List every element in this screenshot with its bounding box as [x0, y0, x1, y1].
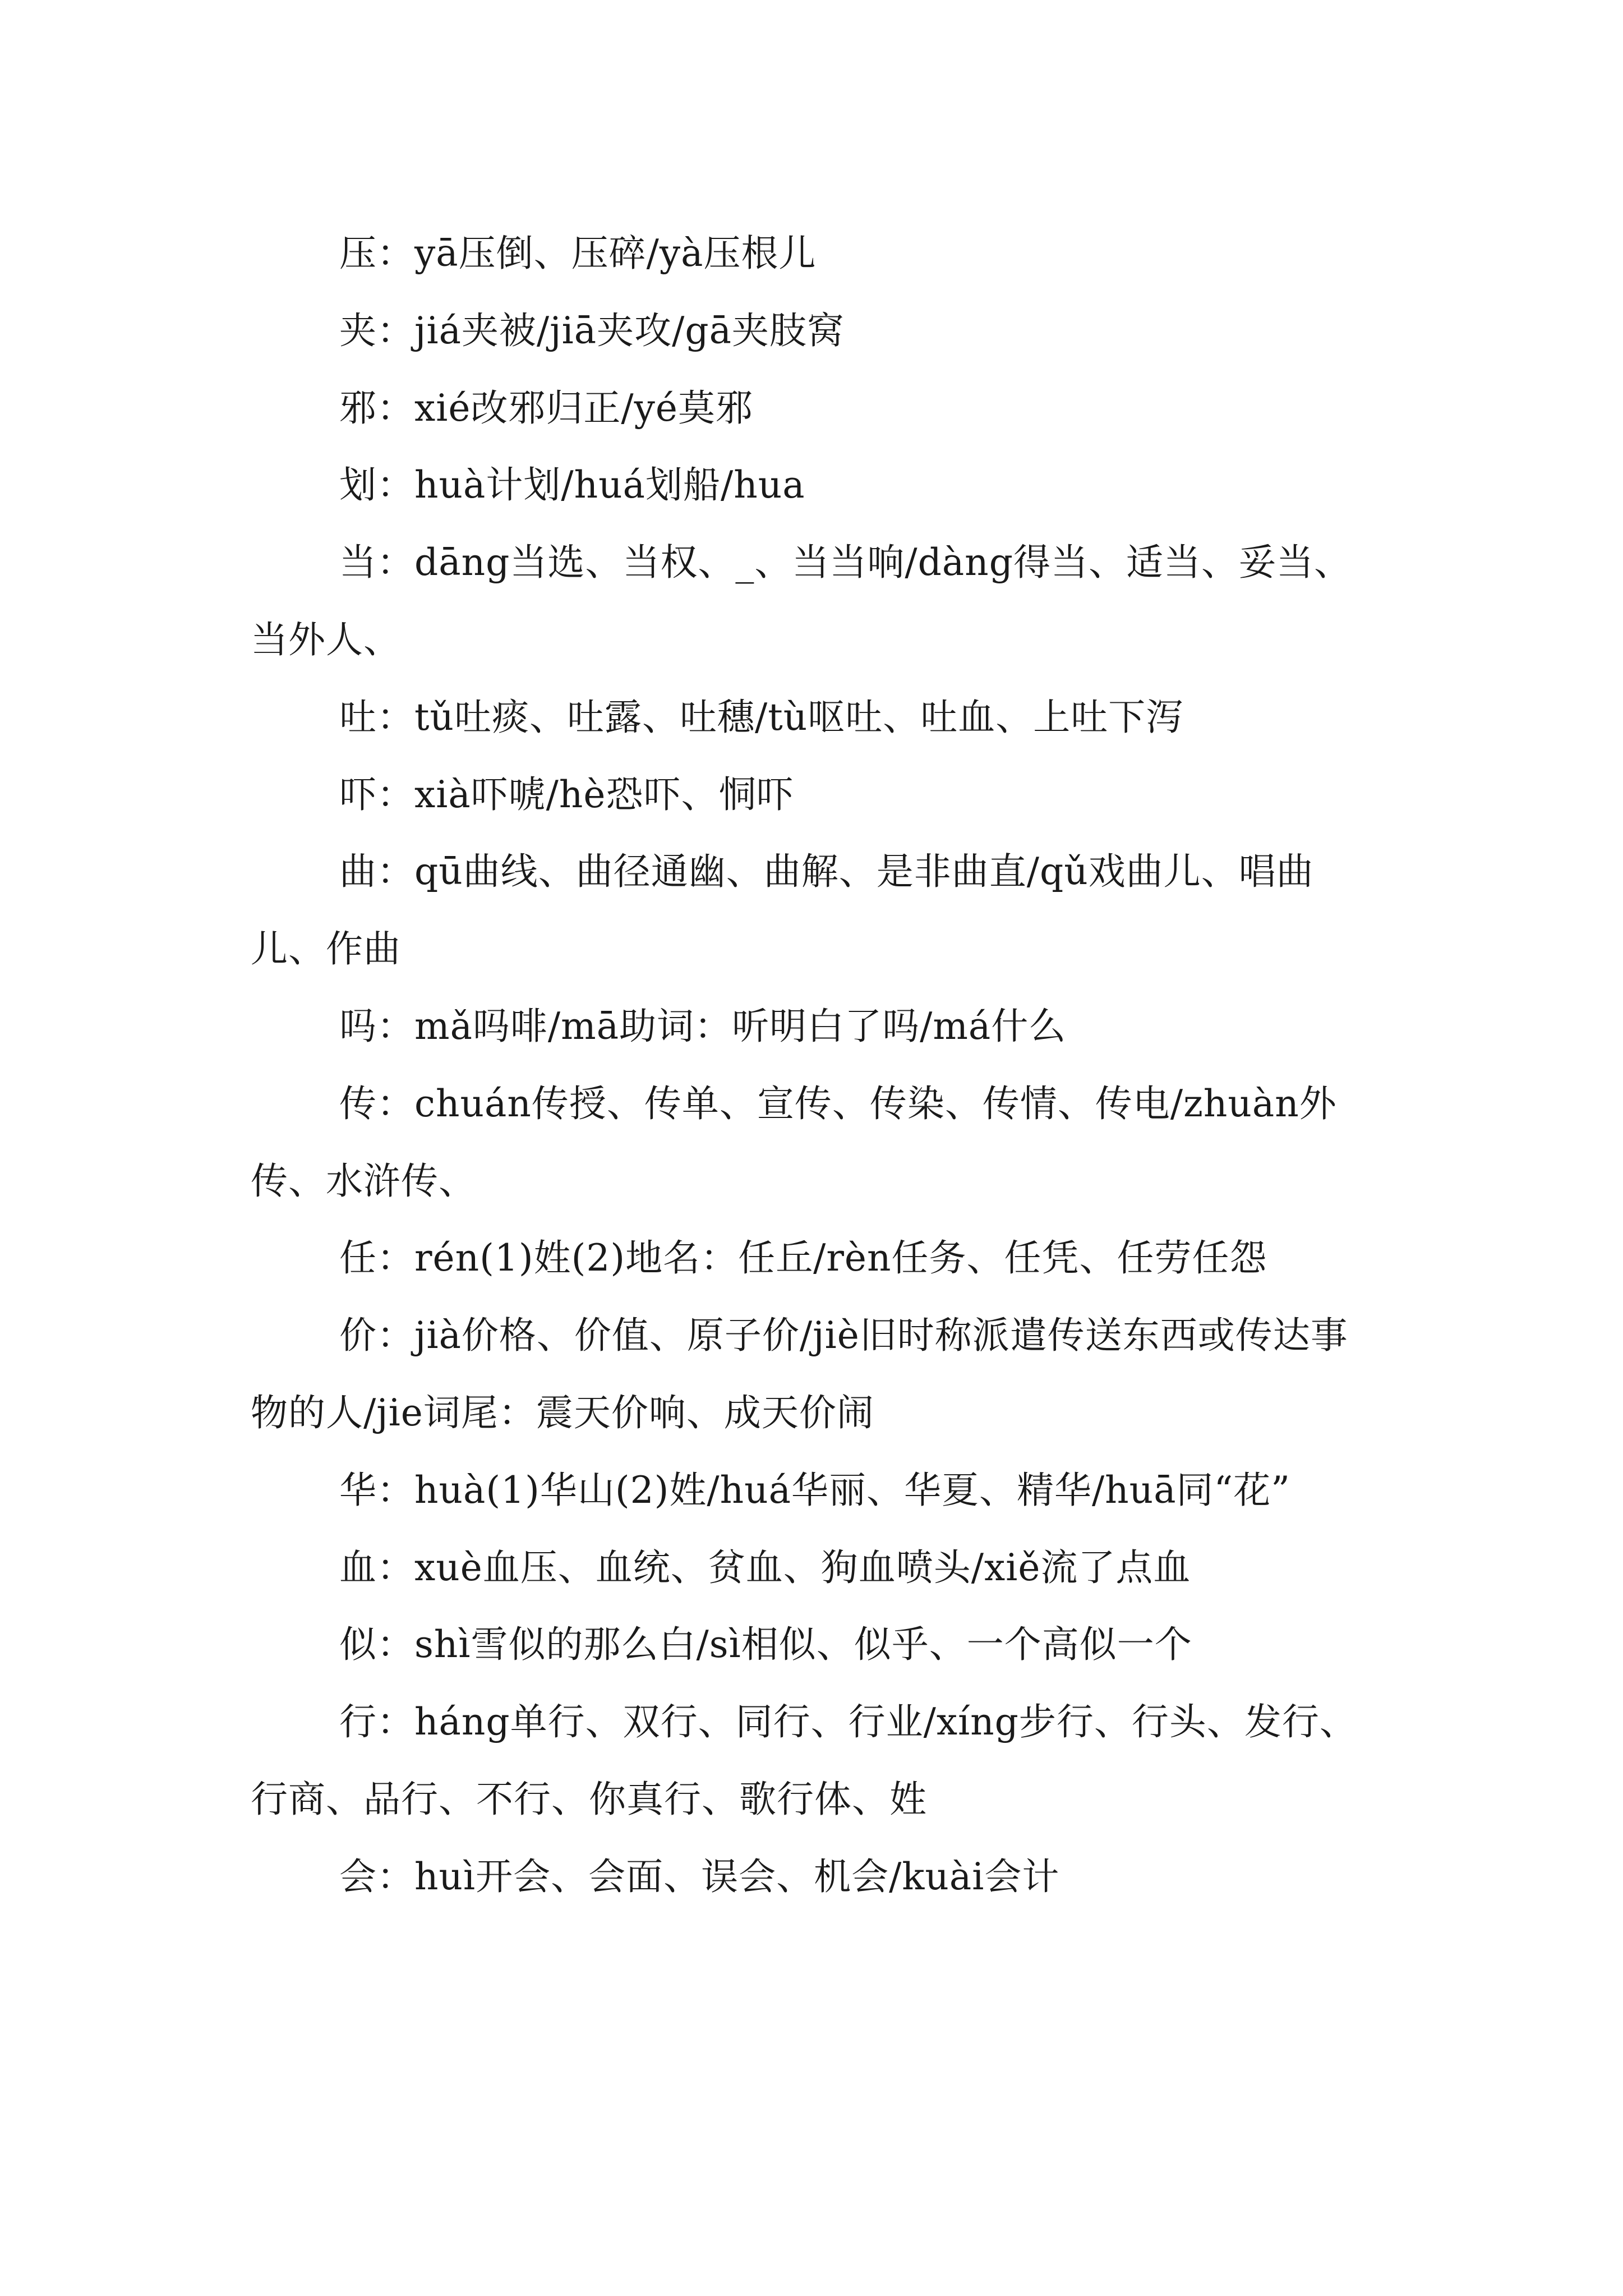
entry-ren: 任：rén(1)姓(2)地名：任丘/rèn任务、任凭、任劳任怨 — [339, 1236, 1267, 1280]
entry-jia-price: 价：jià价格、价值、原子价/jiè旧时称派遣传送东西或传达事物的人/jie词尾：震天价响、成天价闹 — [251, 1314, 1348, 1434]
entry-xing: 行：háng单行、双行、同行、行业/xíng步行、行头、发行、行商、品行、不行、你真行、歌行体、姓 — [251, 1700, 1357, 1821]
entry-xie: 邪：xié改邪归正/yé莫邪 — [339, 386, 753, 430]
entry-xia: 吓：xià吓唬/hè恐吓、恫吓 — [339, 772, 794, 816]
entry-hui: 会：huì开会、会面、误会、机会/kuài会计 — [339, 1855, 1060, 1898]
entry-xue: 血：xuè血压、血统、贫血、狗血喷头/xiě流了点血 — [339, 1545, 1191, 1589]
entry-ma: 吗：mǎ吗啡/mā助词：听明白了吗/má什么 — [339, 1004, 1067, 1048]
document-body — [251, 215, 1378, 1916]
entry-ya: 压：yā压倒、压碎/yà压根儿 — [339, 232, 817, 275]
entry-chuan: 传：chuán传授、传单、宣传、传染、传情、传电/zhuàn外传、水浒传、 — [251, 1082, 1337, 1203]
entry-jia-press: 夹：jiá夹被/jiā夹攻/gā夹肢窝 — [339, 309, 845, 352]
entry-qu: 曲：qū曲线、曲径通幽、曲解、是非曲直/qǔ戏曲儿、唱曲儿、作曲 — [251, 850, 1314, 971]
entry-tu: 吐：tǔ吐痰、吐露、吐穗/tù呕吐、吐血、上吐下泻 — [339, 695, 1184, 739]
entry-hua-flower: 华：huà(1)华山(2)姓/huá华丽、华夏、精华/huā同“花” — [339, 1468, 1291, 1512]
entry-dang: 当：dāng当选、当权、_、当当响/dàng得当、适当、妥当、当外人、 — [251, 541, 1352, 661]
entry-si: 似：shì雪似的那么白/sì相似、似乎、一个高似一个 — [339, 1623, 1192, 1667]
entry-hua-row: 划：huà计划/huá划船/hua — [339, 463, 805, 507]
